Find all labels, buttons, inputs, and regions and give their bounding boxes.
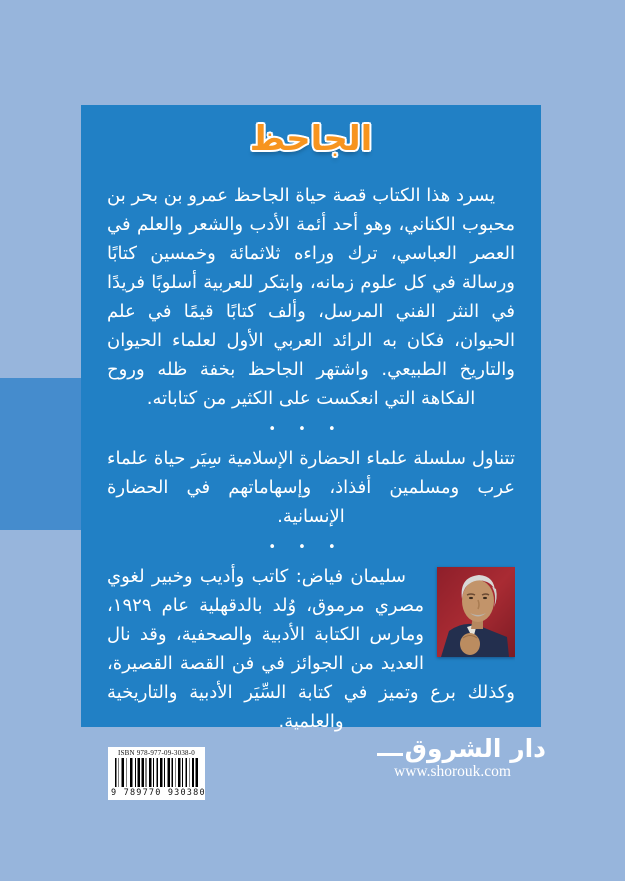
author-portrait-painting bbox=[437, 567, 515, 657]
book-title: الجاحظ bbox=[249, 119, 373, 159]
author-portrait-image bbox=[437, 567, 515, 657]
isbn-label: ISBN 978-977-09-3038-0 bbox=[118, 749, 195, 757]
publisher-url: www.shorouk.com bbox=[394, 763, 511, 780]
dots-separator: • • • bbox=[268, 422, 345, 437]
logo-tail-stroke bbox=[377, 753, 403, 757]
book-summary-paragraph: يسرد هذا الكتاب قصة حياة الجاحظ عمرو بن بحر بن محبوب الكناني، وهو أحد أئمة الأدب والشعر والعلم في العصر العباسي، ترك وراءه ثلاثمائة وخمسين كتابًا ورسالة في كل علوم زمانه، وابتكر للعربية أسلوبًا فريدًا في النثر الفني المرسل، وألف كتابًا قيمًا في علم الحيوان، فكان به الرائد العربي الأول لعلماء الحيوان والتاريخ الطبيعي. واشتهر الجاحظ بخفة ظله وروح الفكاهة التي انعكست على الكثير من كتاباته. bbox=[107, 185, 515, 409]
publisher-block bbox=[394, 735, 546, 781]
publisher-logo bbox=[394, 735, 546, 763]
series-description-paragraph: تتناول سلسلة علماء الحضارة الإسلامية سِيَر حياة علماء عرب ومسلمين أفذاذ، وإسهاماتهم في الحضارة الإنسانية. bbox=[107, 448, 515, 527]
barcode-digits: 9 789770 930380 bbox=[111, 788, 206, 798]
publisher-name: دار الشروق bbox=[404, 734, 546, 763]
barcode-stripes bbox=[115, 758, 198, 787]
main-text-panel bbox=[81, 105, 541, 732]
author-bio-paragraph: سليمان فياض: كاتب وأديب وخبير لغوي مصري مرموق، وُلد بالدقهلية عام ١٩٢٩، ومارس الكتابة الأدبية والصحفية، وقد نال العديد من الجوائز في فن القصة القصيرة، وكذلك برع وتميز في كتابة السِّيَر الأدبية والتاريخية والعلمية. bbox=[107, 566, 515, 732]
isbn-barcode-block bbox=[108, 747, 205, 800]
spine-color-band bbox=[0, 378, 81, 530]
author-section bbox=[107, 562, 515, 736]
dots-separator: • • • bbox=[268, 540, 345, 555]
